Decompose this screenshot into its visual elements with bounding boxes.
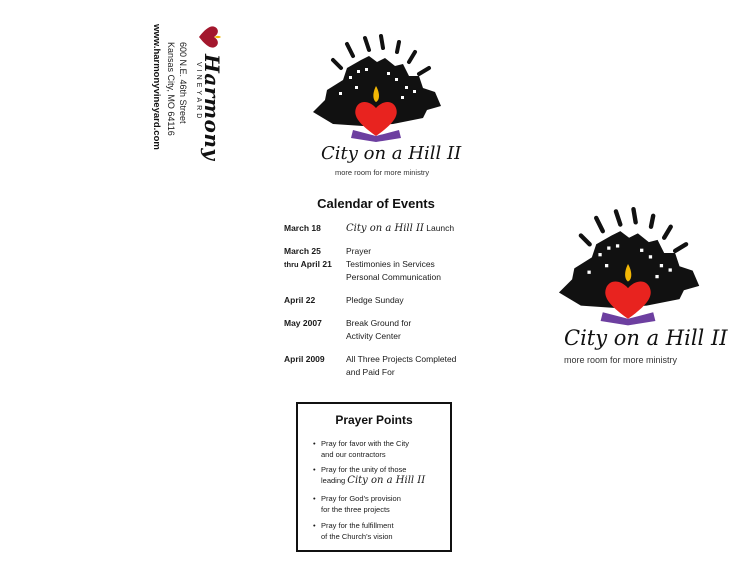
event-date: March 18: [284, 223, 321, 233]
event-description: All Three Projects Completed and Paid For: [346, 354, 457, 377]
bullet-icon: •: [313, 494, 316, 503]
logo-title: City on a Hill II: [564, 326, 728, 350]
harmony-logo: [194, 24, 224, 164]
address-street: 600 N.E. 46th Street: [178, 42, 188, 124]
harmony-brand: Harmony: [200, 54, 224, 161]
city-on-a-hill-logo-large: [548, 200, 728, 370]
city-skyline-icon: [303, 30, 449, 142]
event-description: Prayer Testimonies in Services Personal Communication: [346, 246, 441, 282]
event-date: May 2007: [284, 318, 322, 328]
logo-tagline: more room for more ministry: [335, 168, 430, 177]
event-date: April 22: [284, 295, 316, 305]
bullet-icon: •: [313, 465, 316, 474]
address-panel: [144, 24, 224, 164]
event-date: March 25 thru April 21: [284, 246, 332, 269]
event-date: April 2009: [284, 354, 325, 364]
website-link[interactable]: www.harmonyvineyard.com: [151, 24, 162, 150]
event-description: Pledge Sunday: [346, 295, 404, 305]
event-description: City on a Hill II Launch: [346, 223, 455, 234]
event-description: Break Ground for Activity Center: [346, 318, 412, 341]
vineyard-subtitle: VINEYARD: [195, 62, 202, 122]
logo-title: City on a Hill II: [321, 143, 462, 164]
city-on-a-hill-logo: [303, 30, 462, 177]
calendar-title: Calendar of Events: [317, 196, 435, 211]
logo-tagline: more room for more ministry: [564, 355, 678, 365]
prayer-points-box: Prayer Points • Pray for favor with the City and our contractors • Pray for the unity of those leading City on a Hill II • Pray for God’s provision for the three projects • Pray for the fulfillment of the Church’s vision: [296, 402, 452, 552]
address-city: Kansas City, MO 64116: [166, 42, 176, 136]
bullet-icon: •: [313, 521, 316, 530]
prayer-title: Prayer Points: [335, 413, 413, 427]
heart-icon: [196, 24, 222, 50]
bullet-icon: •: [313, 439, 316, 448]
city-skyline-icon: [548, 200, 708, 328]
